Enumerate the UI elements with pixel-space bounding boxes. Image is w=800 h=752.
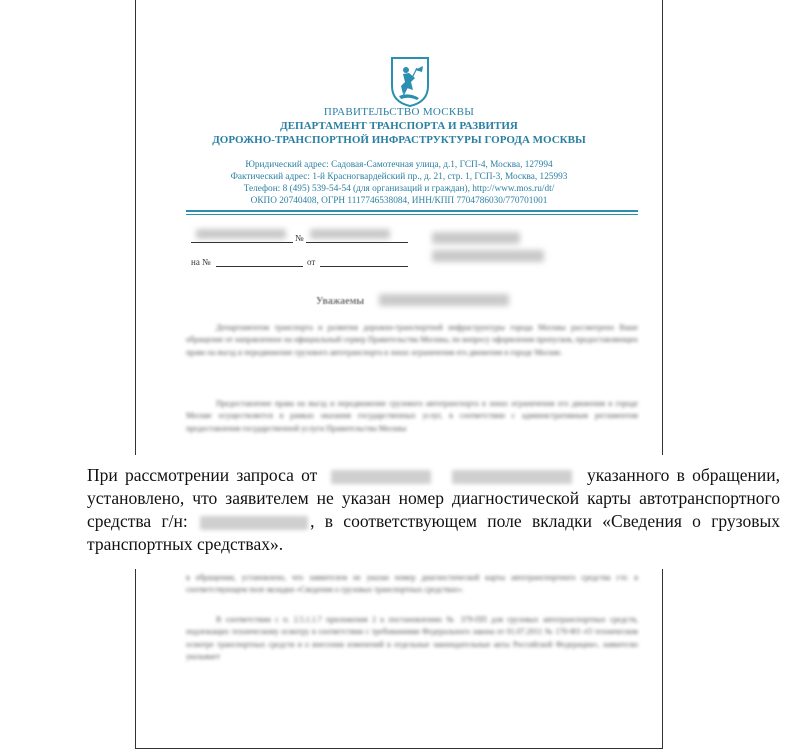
letter-page <box>135 0 663 749</box>
recipient-redacted-2 <box>432 250 544 262</box>
moscow-coat-of-arms-icon <box>389 56 431 108</box>
government-title: ПРАВИТЕЛЬСТВО МОСКВЫ <box>323 106 475 118</box>
department-title-line1: ДЕПАРТАМЕНТ ТРАНСПОРТА И РАЗВИТИЯ <box>280 120 518 132</box>
recipient-redacted-1 <box>432 232 520 244</box>
redacted-number-1 <box>452 470 572 484</box>
to-number-label: на № <box>191 257 211 267</box>
zoomed-excerpt <box>0 455 800 569</box>
phone-line: Телефон: 8 (495) 539-54-54 (для организаций и граждан), http://www.mos.ru/dt/ <box>243 184 555 194</box>
header-divider <box>186 210 638 212</box>
header-divider-thin <box>186 214 638 215</box>
body-paragraph-1: Департаментом транспорта и развития дорожно-транспортной инфраструктуры города Москвы рассмотрено Ваше обращение от направленное на официальный сервер Правительства Москвы, по вопросу оформления пропусков, предоставляющих право на въезд и передвижение грузового автотранспорта в зонах ограничения его движения в городе Москве. <box>186 323 638 357</box>
from-label: от <box>307 257 316 267</box>
recipient-name-redacted <box>379 294 509 306</box>
redacted-number <box>310 229 390 239</box>
number-sign: № <box>295 233 304 243</box>
excerpt-part-1: При рассмотрении запроса от <box>87 465 318 485</box>
from-line <box>320 266 408 267</box>
excerpt-part-2: указанного в обращении, установлено, что заявителем не указан номер диагностической карты автотранспортного средства г/н: <box>87 465 781 531</box>
excerpt-part-3: , в соответствующем поле вкладки «Сведения о грузовых транспортных средствах». <box>87 511 781 554</box>
redacted-plate-number <box>200 516 308 530</box>
registration-codes: ОКПО 20740408, ОГРН 1117746538084, ИНН/КПП 7704786030/770701001 <box>250 196 548 206</box>
zoomed-excerpt-text <box>87 464 780 556</box>
department-title-line2: ДОРОЖНО-ТРАНСПОРТНОЙ ИНФРАСТРУКТУРЫ ГОРОДА МОСКВЫ <box>212 134 586 146</box>
actual-address: Фактический адрес: 1-й Красногвардейский пр., д. 21, стр. 1, ГСП-3, Москва, 125993 <box>230 172 568 182</box>
body-paragraph-4: В соответствии с п. 2.5.1.1.7 приложения 2 к постановлению № 379-ПП для грузовых автотранспортных средств, подлежащих техническому осмотру в соответствии с требованиями Федерального закона от 01.07.2011 № 170-ФЗ «О техническом осмотре транспортных средств и о внесении изменений в отдельные законодательные акты Российской Федерации», заявителю указывает <box>186 615 638 661</box>
number-line <box>306 242 408 243</box>
redacted-date-1 <box>331 470 431 484</box>
greeting: Уважаемы <box>316 296 365 307</box>
body-paragraph-3: в обращении, установлено, что заявителем не указан номер диагностической карты автотранспортного средства г/н: в соответствующем поле вкладки «Сведения о грузовых транспортных средствах». <box>186 573 638 595</box>
legal-address: Юридический адрес: Садовая-Самотечная улица, д.1, ГСП-4, Москва, 127994 <box>245 160 553 170</box>
body-paragraph-2: Предоставление права на въезд и передвижение грузового автотранспорта в зонах ограничения его движения в городе Москве осуществляется в рамках оказания государственных услуг, в соответствии с административным регламентом предоставления государственной услуги Правительства Москвы <box>186 399 638 433</box>
redacted-date <box>196 229 286 239</box>
to-number-line <box>216 266 303 267</box>
date-line <box>191 242 293 243</box>
